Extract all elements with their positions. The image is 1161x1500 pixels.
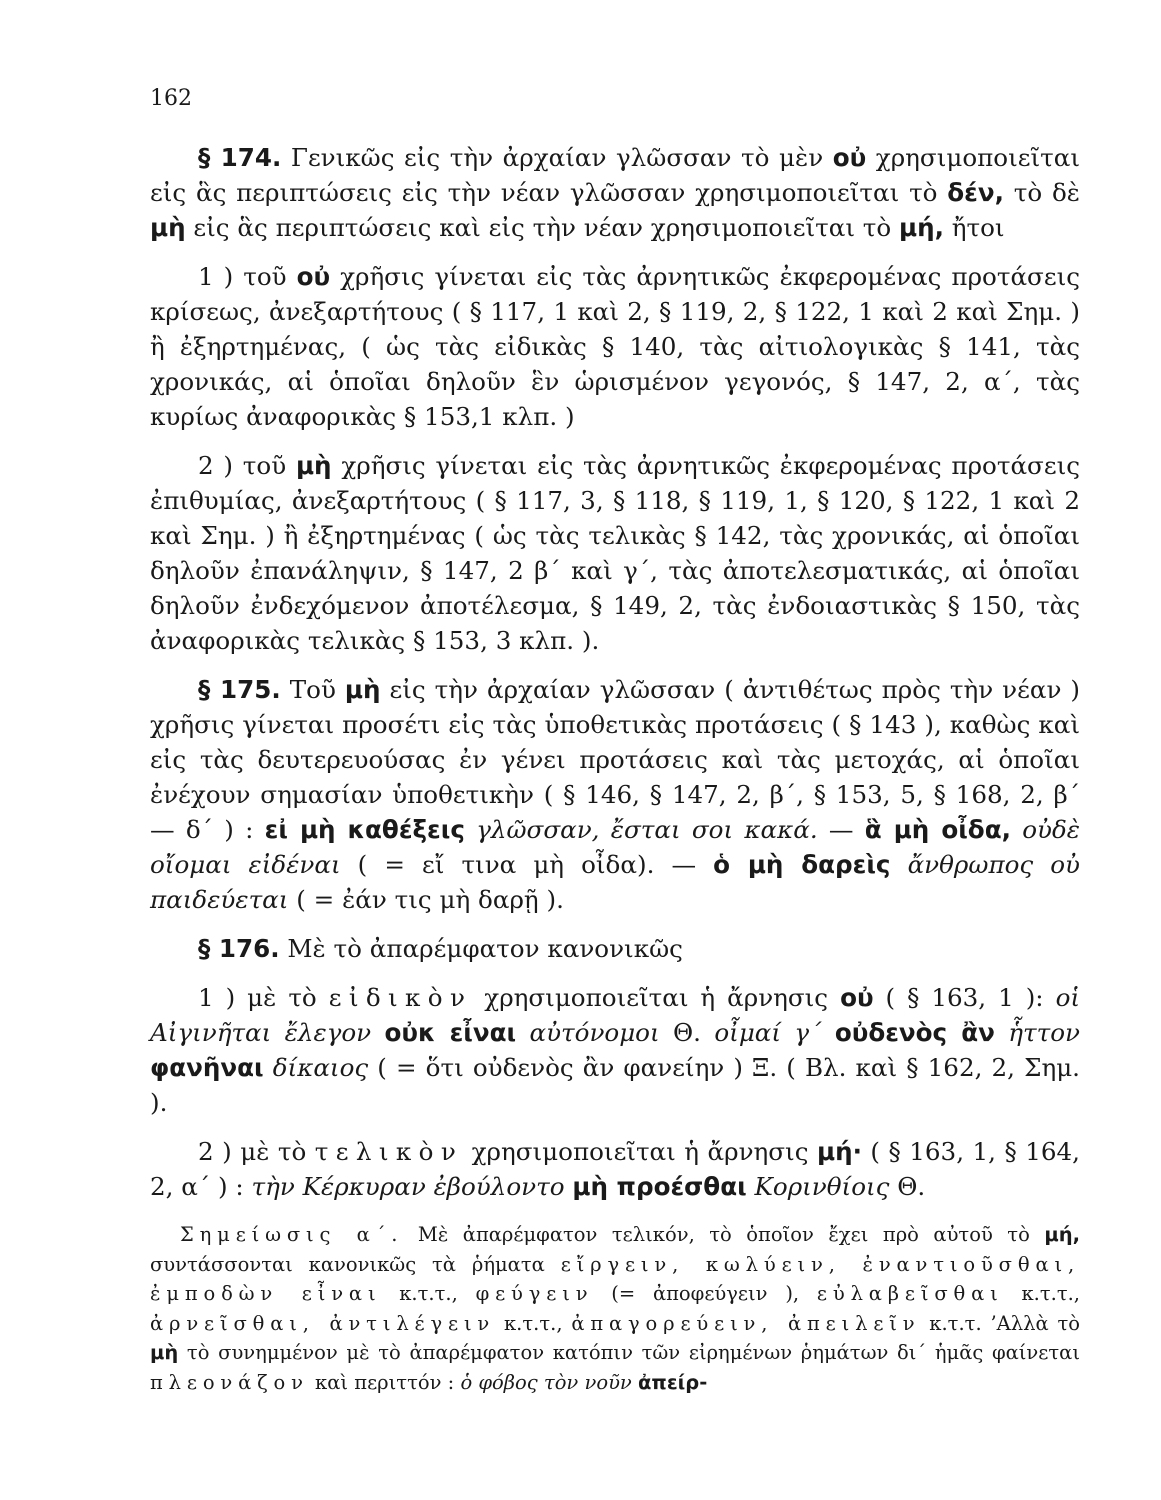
page-number: 162	[150, 86, 192, 111]
section-176-item-2: 2 ) μὲ τὸ τελικὸν χρησιμοποιεῖται ἡ ἄρνησις μή· ( § 163, 1, § 164, 2, α΄ ) : τὴν Κέρκυραν ἐβούλοντο μὴ προέσθαι Κορινθίοις Θ.	[150, 1137, 1080, 1201]
section-176-heading: § 176. Μὲ τὸ ἀπαρέμφατον κανονικῶς	[198, 934, 683, 963]
section-176-item-1: 1 ) μὲ τὸ εἰδικὸν χρησιμοποιεῖται ἡ ἄρνησις οὐ ( § 163, 1 ): οἱ Αἰγινῆται ἔλεγον οὐκ εἶναι αὐτόνομοι Θ. οἶμαί γ΄ οὐδενὸς ἂν ἧττον φανῆναι δίκαιος ( = ὅτι οὐδενὸς ἂν φανείην ) Ξ. ( Βλ. καὶ § 162, 2, Σημ. ).	[150, 983, 1081, 1117]
section-174-paragraph: § 174. Γενικῶς εἰς τὴν ἀρχαίαν γλῶσσαν τὸ μὲν οὐ χρησιμοποιεῖται εἰς ἃς περιπτώσεις εἰς τὴν νέαν γλῶσσαν χρησιμοποιεῖται τὸ δέν, τὸ δὲ μὴ εἰς ἃς περιπτώσεις καὶ εἰς τὴν νέαν χρησιμοποιεῖται τὸ μή, ἤτοι	[150, 143, 1080, 242]
section-174-item-1: 1 ) τοῦ οὐ χρῆσις γίνεται εἰς τὰς ἀρνητικῶς ἐκφερομένας προτάσεις κρίσεως, ἀνεξαρτήτους ( § 117, 1 καὶ 2, § 119, 2, § 122, 1 καὶ 2 καὶ Σημ. ) ἢ ἐξηρτημένας, ( ὡς τὰς εἰδικὰς § 140, τὰς αἰτιολογικὰς § 141, τὰς χρονικάς, αἱ ὁποῖαι δηλοῦν ἓν ὡρισμένον γεγονός, § 147, 2, α΄, τὰς κυρίως ἀναφορικὰς § 153,1 κλπ. )	[150, 262, 1080, 431]
section-number: § 176.	[198, 934, 280, 963]
section-number: § 175.	[198, 675, 281, 704]
page-body	[150, 140, 1080, 1397]
section-175-paragraph: § 175. Τοῦ μὴ εἰς τὴν ἀρχαίαν γλῶσσαν ( ἀντιθέτως πρὸς τὴν νέαν ) χρῆσις γίνεται προσέτι εἰς τὰς ὑποθετικὰς προτάσεις ( § 143 ), καθὼς καὶ εἰς τὰς δευτερευούσας ἐν γένει προτάσεις καὶ τὰς μετοχάς, αἱ ὁποῖαι ἐνέχουν σημασίαν ὑποθετικὴν ( § 146, § 147, 2, β΄, § 153, 5, § 168, 2, β΄ — δ΄ ) : εἰ μὴ καθέξεις γλῶσσαν, ἔσται σοι κακά. — ἃ μὴ οἶδα, οὐδὲ οἴομαι εἰδέναι ( = εἴ τινα μὴ οἶδα). — ὁ μὴ δαρεὶς ἄνθρωπος οὐ παιδεύεται ( = ἐάν τις μὴ δαρῇ ).	[150, 675, 1081, 914]
footnote-remark: Σημείωσις α΄. Μὲ ἀπαρέμφατον τελικόν, τὸ ὁποῖον ἔχει πρὸ αὐτοῦ τὸ μή, συντάσσονται κανονικῶς τὰ ῥήματα εἴργειν, κωλύειν, ἐναντιοῦσθαι, ἐμποδὼν εἶναι κ.τ.τ., φεύγειν (= ἀποφεύγειν ), εὐλαβεῖσθαι κ.τ.τ., ἀρνεῖσθαι, ἀντιλέγειν κ.τ.τ., ἀπαγορεύειν, ἀπειλεῖν κ.τ.τ. ’Αλλὰ τὸ μὴ τὸ συνημμένον μὲ τὸ ἀπαρέμφατον κατόπιν τῶν εἰρημένων ῥημάτων δι΄ ἡμᾶς φαίνεται πλεονάζον καὶ περιττόν : ὁ φόβος τὸν νοῦν ἀπείρ-	[150, 1223, 1081, 1394]
section-174-item-2: 2 ) τοῦ μὴ χρῆσις γίνεται εἰς τὰς ἀρνητικῶς ἐκφερομένας προτάσεις ἐπιθυμίας, ἀνεξαρτήτους ( § 117, 3, § 118, § 119, 1, § 120, § 122, 1 καὶ 2 καὶ Σημ. ) ἢ ἐξηρτημένας ( ὡς τὰς τελικὰς § 142, τὰς χρονικάς, αἱ ὁποῖαι δηλοῦν ἐπανάληψιν, § 147, 2 β΄ καὶ γ΄, τὰς ἀποτελεσματικάς, αἱ ὁποῖαι δηλοῦν ἐνδεχόμενον ἀποτέλεσμα, § 149, 2, τὰς ἐνδοιαστικὰς § 150, τὰς ἀναφορικὰς τελικὰς § 153, 3 κλπ. ).	[150, 451, 1081, 655]
section-number: § 174.	[198, 143, 282, 172]
